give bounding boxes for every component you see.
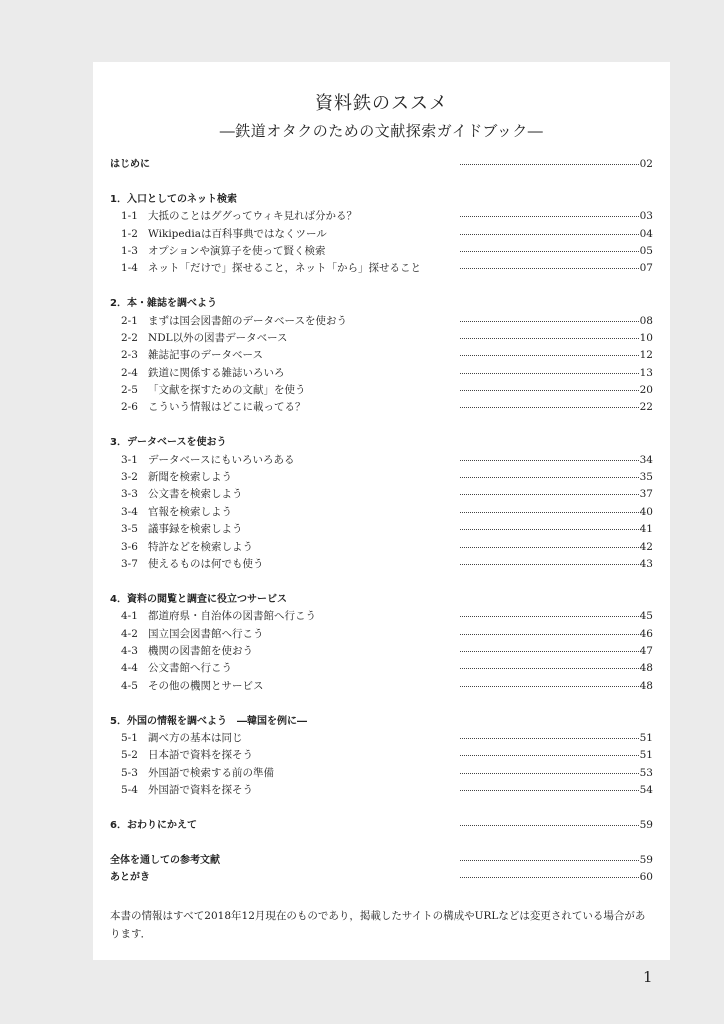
- dot-leader: [460, 321, 639, 322]
- toc-entry-title: 1．入口としてのネット検索: [110, 193, 237, 205]
- toc-page-number: 04: [639, 227, 653, 240]
- toc-section: [110, 782, 653, 799]
- toc-chapter: [110, 869, 653, 886]
- section-number: 2-1: [121, 314, 138, 327]
- toc-section: [110, 521, 653, 538]
- section-number: 5-2: [121, 749, 138, 762]
- toc-spacer: [110, 834, 653, 851]
- section-number: 4-3: [121, 644, 138, 657]
- dot-leader: [460, 251, 639, 252]
- dot-leader: [460, 755, 639, 756]
- toc-page-number: 07: [639, 262, 653, 275]
- toc-section: [110, 556, 653, 573]
- section-number: 5-1: [121, 731, 138, 744]
- toc-chapter: [110, 713, 653, 730]
- toc-page-number: 46: [639, 627, 653, 640]
- toc-entry-title: 外国語で資料を探そう: [148, 784, 253, 797]
- toc-page-number: 35: [639, 471, 653, 484]
- section-number: 1-2: [121, 227, 138, 240]
- section-number: 4-4: [121, 662, 138, 675]
- toc-spacer: [110, 173, 653, 190]
- toc-section: [110, 226, 653, 243]
- section-number: 1-4: [121, 262, 138, 275]
- toc-entry-title: 5．外国の情報を調べよう ―韓国を例に―: [110, 715, 307, 727]
- toc-entry-title: こういう情報はどこに載ってる？: [148, 401, 306, 414]
- toc-page-number: 37: [639, 488, 653, 501]
- toc-entry-title: データベースにもいろいろある: [148, 453, 295, 466]
- section-number: 5-4: [121, 784, 138, 797]
- toc-page-number: 51: [639, 731, 653, 744]
- toc-entry-title: 日本語で資料を探そう: [148, 749, 253, 762]
- toc-section: [110, 347, 653, 364]
- section-number: 4-2: [121, 627, 138, 640]
- section-number: 2-2: [121, 331, 138, 344]
- toc-entry-title: 都道府県・自治体の図書館へ行こう: [148, 610, 316, 623]
- toc-section: [110, 608, 653, 625]
- dot-leader: [460, 216, 639, 217]
- toc-page-number: 59: [639, 818, 653, 831]
- section-number: 4-1: [121, 610, 138, 623]
- toc-entry-title: NDL以外の図書データベース: [148, 331, 288, 344]
- toc-section: [110, 330, 653, 347]
- toc-entry-title: 使えるものは何でも使う: [148, 557, 264, 570]
- section-number: 3-7: [121, 557, 138, 570]
- dot-leader: [460, 860, 639, 861]
- toc-page-number: 05: [639, 244, 653, 257]
- toc-section: [110, 765, 653, 782]
- toc-section: [110, 747, 653, 764]
- toc-page-number: 20: [639, 384, 653, 397]
- toc-entry-title: 公文書を検索しよう: [148, 488, 243, 501]
- toc-spacer: [110, 573, 653, 590]
- toc-section: [110, 539, 653, 556]
- toc-entry-title: あとがき: [110, 872, 150, 884]
- section-number: 2-4: [121, 366, 138, 379]
- toc-page-number: 42: [639, 540, 653, 553]
- dot-leader: [460, 460, 639, 461]
- toc-page-number: 53: [639, 766, 653, 779]
- toc-section: [110, 660, 653, 677]
- section-number: 1-3: [121, 244, 138, 257]
- toc-section: [110, 382, 653, 399]
- section-number: 1-1: [121, 210, 138, 223]
- section-number: 2-6: [121, 401, 138, 414]
- toc-entry-title: まずは国会図書館のデータベースを使おう: [148, 314, 347, 327]
- dot-leader: [460, 355, 639, 356]
- dot-leader: [460, 268, 639, 269]
- toc-page-number: 34: [639, 453, 653, 466]
- toc-entry-title: 議事録を検索しよう: [148, 523, 243, 536]
- dot-leader: [460, 407, 639, 408]
- toc-page-number: 60: [639, 871, 653, 884]
- toc-page-number: 03: [639, 210, 653, 223]
- toc-chapter: [110, 156, 653, 173]
- toc-section: [110, 208, 653, 225]
- toc-page-number: 02: [639, 158, 653, 170]
- toc-entry-title: 大抵のことはググってウィキ見れば分かる？: [148, 210, 357, 223]
- toc-spacer: [110, 695, 653, 712]
- toc-entry-title: 外国語で検索する前の準備: [148, 766, 274, 779]
- dot-leader: [460, 529, 639, 530]
- toc-entry-title: 4．資料の閲覧と調査に役立つサービス: [110, 593, 287, 605]
- toc-page-number: 59: [639, 853, 653, 866]
- toc-chapter: [110, 191, 653, 208]
- toc-entry-title: 6．おわりにかえて: [110, 819, 197, 831]
- toc-page-number: 48: [639, 662, 653, 675]
- toc-page-number: 47: [639, 644, 653, 657]
- toc-page-number: 40: [639, 505, 653, 518]
- dot-leader: [460, 564, 639, 565]
- toc-section: [110, 626, 653, 643]
- toc-entry-title: はじめに: [110, 159, 150, 170]
- toc-page-number: 51: [639, 749, 653, 762]
- toc-section: [110, 313, 653, 330]
- section-number: 3-6: [121, 540, 138, 553]
- toc-entry-title: オプションや演算子を使って賢く検索: [148, 244, 326, 257]
- dot-leader: [460, 494, 639, 495]
- toc-section: [110, 452, 653, 469]
- toc-section: [110, 678, 653, 695]
- dot-leader: [460, 825, 639, 826]
- toc-page-number: 45: [639, 610, 653, 623]
- section-number: 3-1: [121, 453, 138, 466]
- toc-entry-title: 雑誌記事のデータベース: [148, 349, 263, 362]
- dot-leader: [460, 668, 639, 669]
- section-number: 3-2: [121, 471, 138, 484]
- toc-entry-title: 3．データベースを使おう: [110, 437, 227, 449]
- toc-section: [110, 643, 653, 660]
- document-subtitle: ―鉄道オタクのための文献探索ガイドブック―: [219, 122, 544, 140]
- dot-leader: [460, 338, 639, 339]
- toc-spacer: [110, 799, 653, 816]
- toc-chapter: [110, 817, 653, 834]
- toc-page-number: 41: [639, 523, 653, 536]
- toc-entry-title: 官報を検索しよう: [148, 505, 232, 518]
- toc-entry-title: 機関の図書館を使おう: [148, 644, 253, 657]
- section-number: 3-3: [121, 488, 138, 501]
- toc-entry-title: 鉄道に関係する雑誌いろいろ: [148, 366, 285, 379]
- toc-chapter: [110, 295, 653, 312]
- page-number: 1: [643, 968, 653, 986]
- toc-page-number: 10: [639, 331, 653, 344]
- section-number: 3-4: [121, 505, 138, 518]
- toc-entry-title: 公文書館へ行こう: [148, 662, 232, 675]
- toc-section: [110, 730, 653, 747]
- toc-section: [110, 399, 653, 416]
- toc-entry-title: 全体を通しての参考文献: [110, 854, 220, 866]
- toc-page-number: 13: [639, 366, 653, 379]
- toc-section: [110, 243, 653, 260]
- dot-leader: [460, 234, 639, 235]
- dot-leader: [460, 686, 639, 687]
- dot-leader: [460, 390, 639, 391]
- table-of-contents: [110, 156, 653, 886]
- toc-page-number: 54: [639, 784, 653, 797]
- toc-entry-title: 調べ方の基本は同じ: [148, 731, 243, 744]
- section-number: 2-3: [121, 349, 138, 362]
- disclaimer-note: 本書の情報はすべて2018年12月現在のものであり，掲載したサイトの構成やURLなどは変更されている場合があります．: [110, 910, 646, 940]
- dot-leader: [460, 790, 639, 791]
- toc-page-number: 43: [639, 557, 653, 570]
- toc-entry-title: その他の機関とサービス: [148, 679, 264, 692]
- dot-leader: [460, 738, 639, 739]
- toc-section: [110, 469, 653, 486]
- toc-section: [110, 504, 653, 521]
- toc-entry-title: 「文献を探すための文献」を使う: [148, 384, 306, 397]
- dot-leader: [460, 877, 639, 878]
- toc-spacer: [110, 417, 653, 434]
- toc-section: [110, 260, 653, 277]
- toc-section: [110, 486, 653, 503]
- dot-leader: [460, 164, 639, 165]
- toc-page-number: 12: [639, 349, 653, 362]
- dot-leader: [460, 477, 639, 478]
- toc-entry-title: Wikipediaは百科事典ではなくツール: [148, 227, 327, 240]
- toc-entry-title: 特許などを検索しよう: [148, 540, 253, 553]
- toc-spacer: [110, 278, 653, 295]
- dot-leader: [460, 373, 639, 374]
- dot-leader: [460, 547, 639, 548]
- section-number: 2-5: [121, 384, 138, 397]
- toc-chapter: [110, 434, 653, 451]
- toc-entry-title: ネット「だけで」探せること，ネット「から」探せること: [148, 262, 421, 275]
- document-page: [93, 62, 670, 960]
- toc-chapter: [110, 852, 653, 869]
- toc-chapter: [110, 591, 653, 608]
- toc-page-number: 22: [639, 401, 653, 414]
- dot-leader: [460, 634, 639, 635]
- toc-page-number: 08: [639, 314, 653, 327]
- dot-leader: [460, 651, 639, 652]
- dot-leader: [460, 616, 639, 617]
- dot-leader: [460, 512, 639, 513]
- section-number: 3-5: [121, 523, 138, 536]
- document-title: 資料鉄のススメ: [315, 93, 448, 114]
- dot-leader: [460, 773, 639, 774]
- toc-entry-title: 国立国会図書館へ行こう: [148, 627, 264, 640]
- toc-page-number: 48: [639, 679, 653, 692]
- toc-entry-title: 新聞を検索しよう: [148, 471, 232, 484]
- section-number: 4-5: [121, 679, 138, 692]
- section-number: 5-3: [121, 766, 138, 779]
- toc-section: [110, 365, 653, 382]
- toc-entry-title: 2．本・雑誌を調べよう: [110, 298, 217, 310]
